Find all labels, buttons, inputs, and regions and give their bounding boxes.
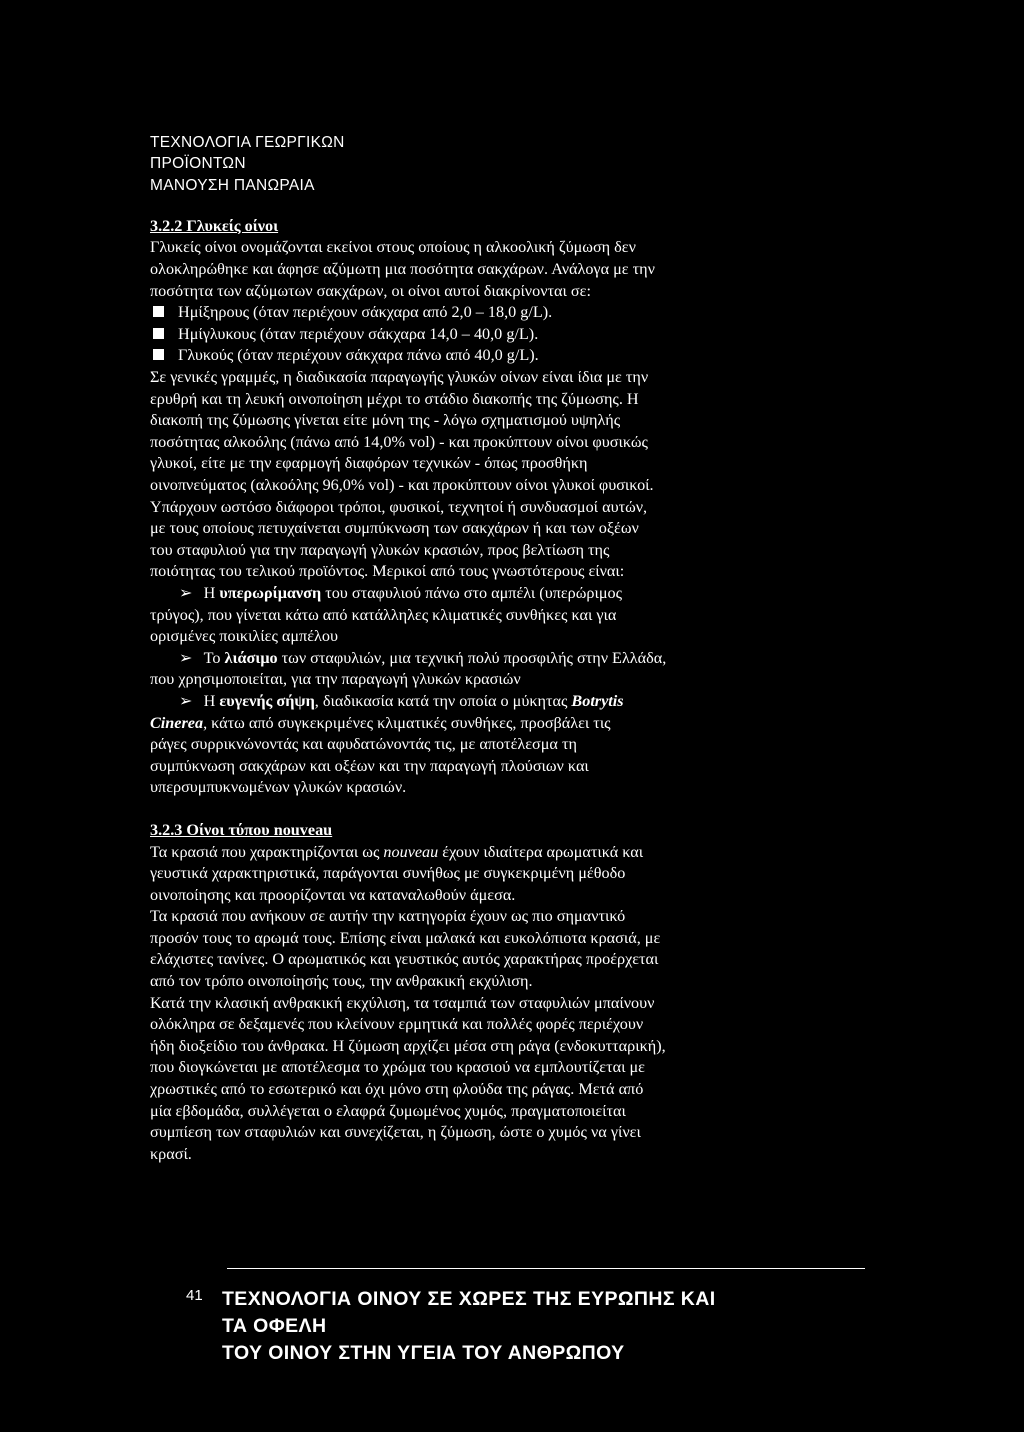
bullet-list <box>150 302 790 367</box>
footer-title-line: ΤΑ ΟΦΕΛΗ <box>222 1315 327 1337</box>
section-heading: 3.2.3 Οίνοι τύπου nouveau <box>150 820 333 839</box>
text-line: με τους οποίους πετυχαίνεται συμπύκνωση των σακχάρων ή και των οξέων <box>150 519 639 538</box>
text-line: ορισμένες ποικιλίες αμπέλου <box>150 627 338 646</box>
paragraph <box>150 993 790 1166</box>
square-bullet-icon <box>153 328 164 339</box>
text-line: από τον τρόπο οινοποίησής τους, την ανθρακική εκχύλιση. <box>150 972 533 991</box>
text-line: ποιότητας του τελικού προϊόντος. Μερικοί από τους γνωστότερους είναι: <box>150 562 625 581</box>
text-line: Cinerea, κάτω από συγκεκριμένες κλιματικές συνθήκες, προσβάλει τις <box>150 713 611 732</box>
text-line: Γλυκείς οίνοι ονομάζονται εκείνοι στους οποίους η αλκοολική ζύμωση δεν <box>150 238 636 257</box>
text-line: ποσότητας αλκοόλης (πάνω από 14,0% vol) - και προκύπτουν οίνοι φυσικώς <box>150 432 648 451</box>
section-body <box>150 367 790 583</box>
method-item: ➢ Το λιάσιμο των σταφυλιών, μια τεχνική πολύ προσφιλής στην Ελλάδα, <box>150 648 790 670</box>
text-line: ήδη διοξείδιο του άνθρακα. Η ζύμωση αρχίζει μέσα στη ράγα (ενδοκυτταρική), <box>150 1036 666 1055</box>
method-list <box>150 583 790 799</box>
text-line: διακοπή της ζύμωσης γίνεται είτε μόνη της - λόγω σχηματισμού υψηλής <box>150 411 621 430</box>
text-line: υπερσυμπυκνωμένων γλυκών κρασιών. <box>150 778 407 797</box>
text-line: τρύγος), που γίνεται κάτω από κατάλληλες κλιματικές συνθήκες και για <box>150 605 617 624</box>
method-item: ➢ Η υπερωρίμανση του σταφυλιού πάνω στο αμπέλι (υπερώριμος <box>150 583 790 605</box>
text-line: ποσότητα των αζύμωτων σακχάρων, οι οίνοι αυτοί διακρίνονται σε: <box>150 281 591 300</box>
text-line: ολόκληρα σε δεξαμενές που κλείνουν ερμητικά και πολλές φορές περιέχουν <box>150 1015 644 1034</box>
text-line: κρασί. <box>150 1144 192 1163</box>
text-line: χρωστικές από το εσωτερικό και όχι μόνο στη φλούδα της ράγας. Μετά από <box>150 1080 644 1099</box>
text-line: Σε γενικές γραμμές, η διαδικασία παραγωγής γλυκών οίνων είναι ίδια με την <box>150 368 649 387</box>
text-line: που διογκώνεται με αποτέλεσμα το χρώμα του κρασιού να εμπλουτίζεται με <box>150 1058 645 1077</box>
text-line: προσόν τους το αρωμά τους. Επίσης είναι μαλακά και ευκολόπιοτα κρασιά, με <box>150 928 661 947</box>
method-item: ➢ Η ευγενής σήψη, διαδικασία κατά την οποία ο μύκητας Botrytis <box>150 691 790 713</box>
text-line: που χρησιμοποιείται, για την παραγωγή γλυκών κρασιών <box>150 670 521 689</box>
header-author: ΜΑΝΟΥΣΗ ΠΑΝΩΡΑΙΑ <box>150 176 315 194</box>
arrow-bullet-icon: ➢ <box>179 583 193 602</box>
bullet-item: Ημίγλυκους (όταν περιέχουν σάκχαρα 14,0 – 40,0 g/L). <box>150 324 790 346</box>
document-page <box>150 132 790 1165</box>
text-line: του σταφυλιού για την παραγωγή γλυκών κρασιών, προς βελτίωση της <box>150 540 610 559</box>
page-number: 41 <box>186 1287 203 1304</box>
text-line: Υπάρχουν ωστόσο διάφοροι τρόποι, φυσικοί, τεχνητοί ή συνδυασμοί αυτών, <box>150 497 648 516</box>
text-line: οινοποίησης και προορίζονται να καταναλωθούν άμεσα. <box>150 885 516 904</box>
paragraph <box>150 842 790 907</box>
footer-title <box>222 1286 716 1367</box>
text-line: συμπίεση των σταφυλιών και συνεχίζεται, η ζύμωση, ώστε ο χυμός να γίνει <box>150 1123 641 1142</box>
text-line: Κατά την κλασική ανθρακική εκχύλιση, τα τσαμπιά των σταφυλιών μπαίνουν <box>150 993 655 1012</box>
text-line: μία εβδομάδα, συλλέγεται ο ελαφρά ζυμωμένος χυμός, πραγματοποιείται <box>150 1101 626 1120</box>
paragraph <box>150 906 790 992</box>
text-line: γλυκοί, είτε με την εφαρμογή διαφόρων τεχνικών - όπως προσθήκη <box>150 454 588 473</box>
text-line: Τα κρασιά που ανήκουν σε αυτήν την κατηγορία έχουν ως πιο σημαντικό <box>150 907 626 926</box>
text-line: γευστικά χαρακτηριστικά, παράγονται συνήθως με συγκεκριμένη μέθοδο <box>150 864 626 883</box>
arrow-bullet-icon: ➢ <box>179 648 193 667</box>
text-line: ερυθρή και τη λευκή οινοποίηση μέχρι το στάδιο διακοπής της ζύμωσης. Η <box>150 389 639 408</box>
square-bullet-icon <box>153 349 164 360</box>
text-line: οινοπνεύματος (αλκοόλης 96,0% vol) - και προκύπτουν οίνοι γλυκοί φυσικοί. <box>150 476 654 495</box>
document-header <box>150 132 790 196</box>
footer-title-line: ΤΕΧΝΟΛΟΓΙΑ ΟΙΝΟΥ ΣΕ ΧΩΡΕΣ ΤΗΣ ΕΥΡΩΠΗΣ ΚΑΙ <box>222 1288 716 1310</box>
bullet-item: Ημίξηρους (όταν περιέχουν σάκχαρα από 2,0 – 18,0 g/L). <box>150 302 790 324</box>
text-line: Τα κρασιά που χαρακτηρίζονται ως nouveau έχουν ιδιαίτερα αρωματικά και <box>150 842 644 861</box>
footer-rule <box>227 1268 865 1269</box>
text-line: ελάχιστες τανίνες. Ο αρωματικός και γευστικός αυτός χαρακτήρας προέρχεται <box>150 950 659 969</box>
text-line: συμπύκνωση σακχάρων και οξέων και την παραγωγή πλούσιων και <box>150 756 589 775</box>
header-line: ΤΕΧΝΟΛΟΓΙΑ ΓΕΩΡΓΙΚΩΝ <box>150 134 345 151</box>
section-intro <box>150 237 790 302</box>
footer-title-line: ΤΟΥ ΟΙΝΟΥ ΣΤΗΝ ΥΓΕΙΑ ΤΟΥ ΑΝΘΡΩΠΟΥ <box>222 1342 625 1364</box>
bullet-item: Γλυκούς (όταν περιέχουν σάκχαρα πάνω από 40,0 g/L). <box>150 345 790 367</box>
text-line: ολοκληρώθηκε και άφησε αζύμωτη μια ποσότητα σακχάρων. Ανάλογα με την <box>150 260 655 279</box>
square-bullet-icon <box>153 306 164 317</box>
header-line: ΠΡΟΪΟΝΤΩΝ <box>150 155 246 173</box>
section-heading: 3.2.2 Γλυκείς οίνοι <box>150 216 279 235</box>
arrow-bullet-icon: ➢ <box>179 691 193 710</box>
text-line: ράγες συρρικνώνοντάς και αφυδατώνοντάς τις, με αποτέλεσμα τη <box>150 735 577 754</box>
